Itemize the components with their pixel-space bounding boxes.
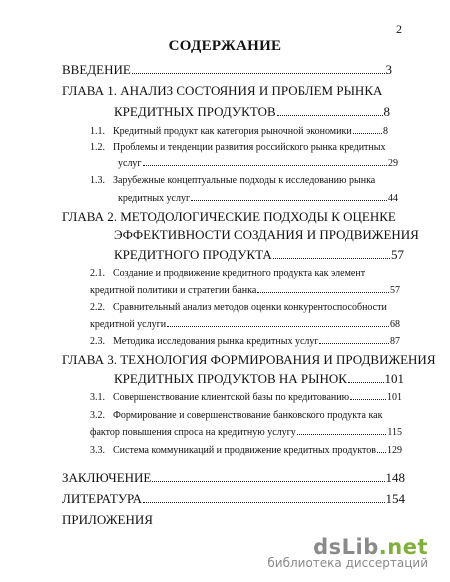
toc-chapter-2-heading[interactable]: [62, 209, 402, 225]
toc-page: 29: [388, 158, 398, 169]
watermark: [267, 535, 428, 570]
leader-dots: [167, 326, 389, 327]
section-number: 3.3.: [90, 445, 105, 456]
toc-label: Система коммуникаций и продвижение кредитных продуктов: [113, 445, 377, 456]
leader-dots: [353, 133, 382, 134]
toc-entry-3-3[interactable]: [90, 445, 402, 456]
toc-entry-intro[interactable]: [62, 62, 392, 78]
toc-page: 154: [385, 491, 405, 506]
leader-dots: [297, 434, 387, 435]
section-number: 2.3.: [90, 336, 105, 347]
leader-dots: [143, 502, 385, 503]
page-number: 2: [396, 22, 402, 36]
toc-page: 101: [387, 392, 402, 403]
toc-entry-1-3[interactable]: [118, 193, 398, 204]
leader-dots: [377, 452, 386, 453]
toc-entry-3-1[interactable]: [90, 392, 402, 403]
leader-dots: [277, 115, 383, 116]
section-number: 1.2.: [90, 142, 105, 153]
toc-page: 8: [383, 104, 390, 119]
toc-label: ПРИЛОЖЕНИЯ: [62, 512, 153, 527]
toc-page: 148: [385, 470, 405, 485]
toc-page: 115: [387, 427, 402, 438]
toc-label: ЗАКЛЮЧЕНИЕ: [62, 470, 152, 485]
watermark-subtitle: библиотека диссертаций: [267, 556, 428, 570]
section-number: 1.1.: [90, 126, 105, 137]
toc-entry-3-2-line1[interactable]: [90, 410, 408, 421]
toc-entry-1-3-line1[interactable]: [90, 175, 400, 186]
toc-label: ГЛАВА 2. МЕТОДОЛОГИЧЕСКИЕ ПОДХОДЫ К ОЦЕНКЕ: [62, 209, 396, 224]
toc-label: КРЕДИТНЫХ ПРОДУКТОВ НА РЫНОК: [114, 371, 347, 386]
toc-page: 57: [390, 285, 400, 296]
leader-dots: [143, 165, 387, 166]
toc-chapter-2-heading-2[interactable]: [114, 227, 419, 243]
leader-dots: [273, 258, 390, 259]
toc-label: КРЕДИТНОГО ПРОДУКТА: [114, 247, 272, 262]
toc-label: кредитных услуг: [118, 193, 191, 204]
toc-entry-1-2-line1[interactable]: [90, 142, 388, 153]
toc-label: Зарубежные концептуальные подходы к исследованию рынка: [113, 175, 376, 186]
section-number: 1.3.: [90, 175, 105, 186]
leader-dots: [348, 382, 384, 383]
toc-label: ЛИТЕРАТУРА: [62, 491, 142, 506]
watermark-logo-tld: .net: [378, 535, 428, 559]
toc-chapter-line: [62, 83, 392, 99]
toc-label: ГЛАВА 1. АНАЛИЗ СОСТОЯНИЯ И ПРОБЛЕМ РЫНКА: [62, 83, 383, 98]
toc-label: фактор повышения спроса на кредитную услугу: [90, 427, 296, 438]
toc-page: 8: [383, 126, 388, 137]
toc-entry-literature[interactable]: [62, 491, 405, 507]
toc-entry-3-2[interactable]: [90, 427, 402, 438]
toc-entry-2-1[interactable]: [90, 285, 400, 296]
leader-dots: [350, 399, 386, 400]
toc-entry-appendix[interactable]: [62, 512, 153, 528]
toc-entry-conclusion[interactable]: [62, 470, 405, 486]
toc-page: 101: [384, 371, 404, 386]
toc-label: КРЕДИТНЫХ ПРОДУКТОВ: [114, 104, 276, 119]
toc-page: 3: [385, 62, 392, 77]
watermark-logo-main: dsLib: [313, 535, 379, 559]
section-number: 2.2.: [90, 302, 105, 313]
toc-label: Кредитный продукт как категория рыночной экономики: [113, 126, 352, 137]
leader-dots: [257, 292, 389, 293]
section-number: 3.2.: [90, 410, 105, 421]
section-number: 3.1.: [90, 392, 105, 403]
toc-label: Совершенствование клиентской базы по кредитованию: [113, 392, 350, 403]
toc-label: Формирование и совершенствование банковского продукта как: [113, 410, 383, 421]
toc-label: кредитной политики и стратегии банка: [90, 285, 257, 296]
toc-entry-2-2-line1[interactable]: [90, 302, 408, 313]
section-number: 2.1.: [90, 268, 105, 279]
toc-label: Проблемы и тенденции развития российского рынка кредитных: [113, 142, 386, 153]
toc-entry-2-2[interactable]: [90, 319, 400, 330]
toc-entry-1-2[interactable]: [118, 158, 398, 169]
leader-dots: [191, 200, 387, 201]
toc-page: 87: [390, 336, 400, 347]
toc-entry-2-1-line1[interactable]: [90, 268, 408, 279]
toc-entry-chapter-3[interactable]: [114, 371, 404, 387]
toc-label: ГЛАВА 3. ТЕХНОЛОГИЯ ФОРМИРОВАНИЯ И ПРОДВИЖЕНИЯ: [62, 352, 436, 367]
toc-chapter-1-heading[interactable]: [62, 83, 392, 99]
toc-page: 57: [391, 247, 404, 262]
leader-dots: [319, 343, 389, 344]
toc-label: Методика исследования рынка кредитных услуг: [113, 336, 319, 347]
toc-label: услуг: [118, 158, 142, 169]
toc-page: 44: [388, 193, 398, 204]
toc-entry-1-1[interactable]: [90, 126, 388, 137]
page-title: СОДЕРЖАНИЕ: [168, 38, 282, 54]
toc-chapter-3-heading[interactable]: [62, 352, 436, 368]
toc-label: ЭФФЕКТИВНОСТИ СОЗДАНИЯ И ПРОДВИЖЕНИЯ: [114, 227, 419, 242]
leader-dots: [152, 481, 384, 482]
toc-page: 129: [387, 445, 402, 456]
toc-page: 68: [390, 319, 400, 330]
toc-label: ВВЕДЕНИЕ: [62, 62, 131, 77]
toc-label: кредитной услуги: [90, 319, 167, 330]
toc-entry-chapter-2[interactable]: [114, 247, 404, 263]
toc-label: Сравнительный анализ методов оценки конкурентоспособности: [113, 302, 387, 313]
toc-entry-chapter-1[interactable]: [114, 104, 390, 120]
leader-dots: [132, 73, 385, 74]
toc-entry-2-3[interactable]: [90, 336, 400, 347]
toc-label: Создание и продвижение кредитного продукта как элемент: [113, 268, 366, 279]
